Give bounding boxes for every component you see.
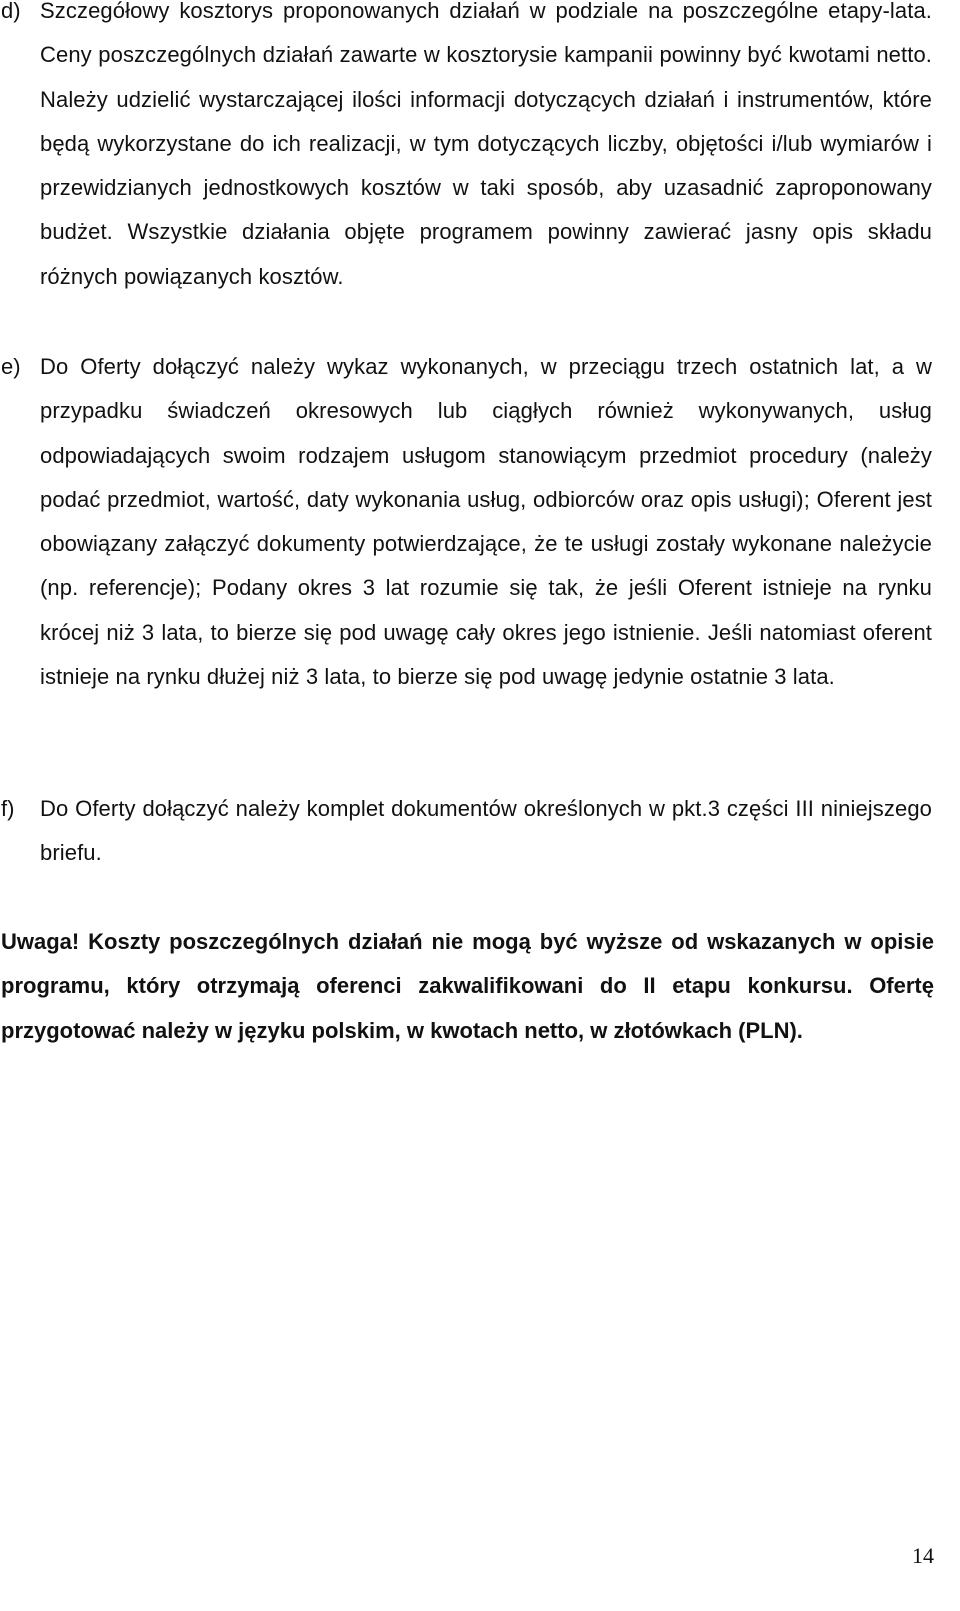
list-item-letter: d) bbox=[1, 0, 21, 23]
list-item-text: Do Oferty dołączyć należy wykaz wykonanych, w przeciągu trzech ostatnich lat, a w przypadku świadczeń okresowych lub ciągłych również wykonywanych, usług odpowiadających swoim rodzajem usługom stanowiącym przedmiot procedury (należy podać przedmiot, wartość, daty wykonania usług, odbiorców oraz opis usługi); Oferent jest obowiązany załączyć dokumenty potwierdzające, że te usługi zostały wykonane należycie (np. referencje); Podany okres 3 lat rozumie się tak, że jeśli Oferent istnieje na rynku krócej niż 3 lata, to bierze się pod uwagę cały okres jego istnienie. Jeśli natomiast oferent istnieje na rynku dłużej niż 3 lata, to bierze się pod uwagę jedynie ostatnie 3 lata. bbox=[40, 354, 932, 690]
list-item-text: Szczegółowy kosztorys proponowanych działań w podziale na poszczególne etapy-lata. Ceny poszczególnych działań zawarte w kosztorysie kampanii powinny być kwotami netto. Należy udzielić wystarczającej ilości informacji dotyczących działań i instrumentów, które będą wykorzystane do ich realizacji, w tym dotyczących liczby, objętości i/lub wymiarów i przewidzianych jednostkowych kosztów w taki sposób, aby uzasadnić zaproponowany budżet. Wszystkie działania objęte programem powinny zawierać jasny opis składu różnych powiązanych kosztów. bbox=[40, 0, 932, 289]
list-item-letter: e) bbox=[1, 354, 21, 379]
warning-paragraph: Uwaga! Koszty poszczególnych działań nie mogą być wyższe od wskazanych w opisie programu, który otrzymają oferenci zakwalifikowani do II etapu konkursu. Ofertę przygotować należy w języku polskim, w kwotach netto, w złotówkach (PLN). bbox=[1, 929, 934, 1043]
list-item-text: Do Oferty dołączyć należy komplet dokumentów określonych w pkt.3 części III niniejszego briefu. bbox=[40, 796, 932, 866]
list-item-d bbox=[0, 0, 932, 299]
page-number: 14 bbox=[912, 1543, 934, 1568]
list-item-letter: f) bbox=[1, 796, 15, 821]
list-item-f bbox=[0, 787, 932, 876]
list-item-e bbox=[0, 345, 932, 699]
